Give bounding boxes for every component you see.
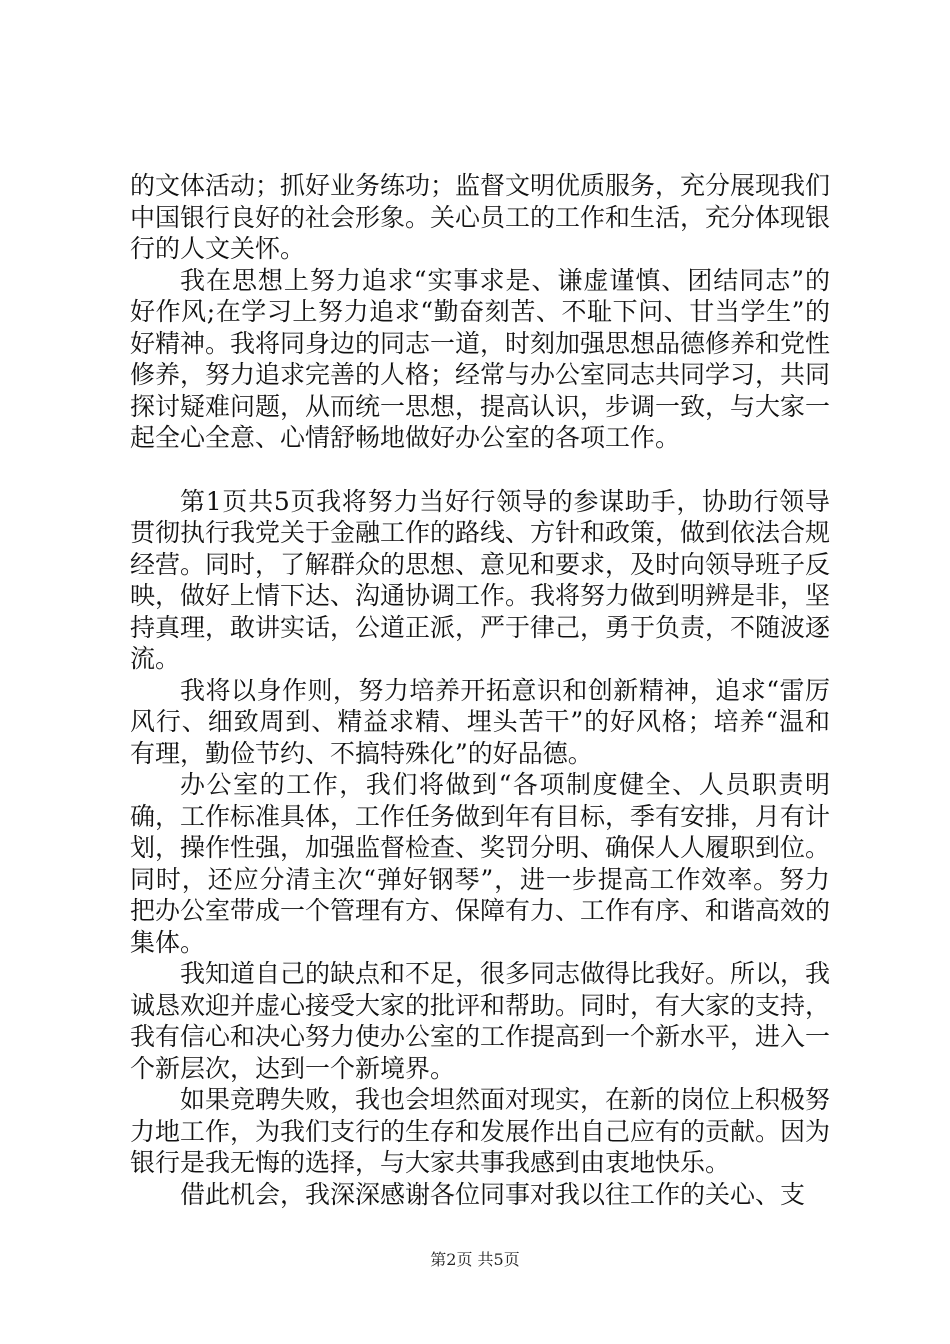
paragraph-if-fail: 如果竞聘失败，我也会坦然面对现实，在新的岗位上积极努力地工作，为我们支行的生存和发展作出自己应有的贡献。因为银行是我无悔的选择，与大家共事我感到由衷地快乐。 — [130, 1085, 831, 1177]
paragraph-work-style: 我在思想上努力追求“实事求是、谦虚谨慎、团结同志”的好作风;在学习上努力追求“勤奋刻苦、不耻下问、甘当学生”的好精神。我将同身边的同志一道，时刻加强思想品德修养和党性修养，努力追求完善的人格；经常与办公室同志共同学习，共同探讨疑难问题，从而统一思想，提高认识，步调一致，与大家一起全心全意、心情舒畅地做好办公室的各项工作。 — [130, 265, 831, 452]
paragraph-thanks: 借此机会，我深深感谢各位同事对我以往工作的关心、支 — [180, 1179, 806, 1209]
paragraph-office-work: 办公室的工作，我们将做到“各项制度健全、人员职责明确，工作标准具体，工作任务做到年有目标，季有安排，月有计划，操作性强，加强监督检查、奖罚分明、确保人人履职到位。同时，还应分清主次“弹好钢琴”，进一步提高工作效率。努力把办公室带成一个管理有方、保障有力、工作有序、和谐高效的集体。 — [130, 770, 831, 957]
paragraph-gap — [130, 454, 830, 486]
page-footer: 第2页 共5页 — [430, 1250, 520, 1269]
paragraph-continuation: 的文体活动；抓好业务练功；监督文明优质服务，充分展现我们中国银行良好的社会形象。关心员工的工作和生活，充分体现银行的人文关怀。 — [130, 171, 831, 263]
document-body — [130, 170, 830, 1210]
paragraph-innovation: 我将以身作则，努力培养开拓意识和创新精神，追求“雷厉风行、细致周到、精益求精、埋头苦干”的好风格；培养“温和有理，勤俭节约、不搞特殊化”的好品德。 — [130, 675, 830, 768]
paragraph-shortcomings: 我知道自己的缺点和不足，很多同志做得比我好。所以，我诚恳欢迎并虚心接受大家的批评和帮助。同时，有大家的支持，我有信心和决心努力使办公室的工作提高到一个新水平，进入一个新层次，达到一个新境界。 — [130, 959, 831, 1083]
paragraph-assistant-role: 第1页共5页我将努力当好行领导的参谋助手，协助行领导贯彻执行我党关于金融工作的路线、方针和政策，做到依法合规经营。同时，了解群众的思想、意见和要求，及时向领导班子反映，做好上情下达、沟通协调工作。我将努力做到明辨是非，坚持真理，敢讲实话，公道正派，严于律己，勇于负责，不随波逐流。 — [130, 486, 831, 673]
